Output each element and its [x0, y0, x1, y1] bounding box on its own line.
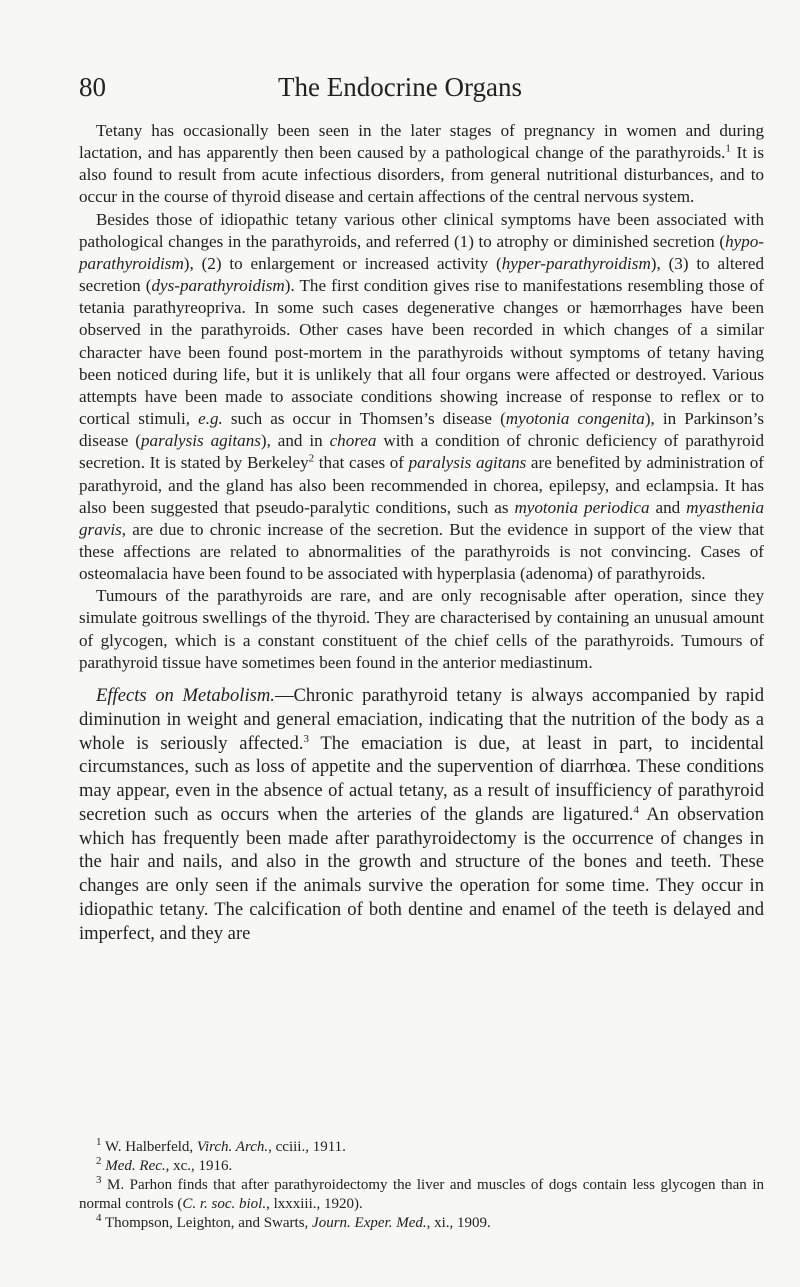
paragraph-effects-on-metabolism: Effects on Metabolism.—Chronic parathyroid tetany is always accompanied by rapid diminution in weight and general emaciation, indicating that the nutrition of the body as a whole is seriously affected.$^3$ The emaciation is due, at least in part, to incidental circumstances, such as loss of appetite and the supervention of diarrhœa. These conditions may appear, even in the absence of actual tetany, as a result of insufficiency of parathyroid secretion such as occurs when the arteries of the glands are ligatured.$^4$ An observation which has frequently been made after parathyroidectomy is the occurrence of changes in the hair and nails, and also in the growth and structure of the bones and teeth. These changes are only seen if the animals survive the operation for some time. They occur in idiopathic tetany. The calcification of both dentine and enamel of the teeth is delayed and imperfect, and they are	[79, 684, 764, 944]
running-title: The Endocrine Organs	[278, 72, 522, 102]
section-heading-metabolism: Effects on Metabolism.	[96, 684, 275, 706]
body-text	[79, 120, 764, 946]
footnote-ref-4: 4	[633, 803, 639, 816]
footnote-ref-1: 1	[725, 142, 731, 155]
paragraph-tetany-pregnancy: Tetany has occasionally been seen in the later stages of pregnancy in women and during lactation, and has apparently then been caused by a pathological change of the parathyroids.$^1$ It is also found to result from acute infectious disorders, from general nutritional disturbances, and to occur in the course of thyroid disease and certain affections of the central nervous system.	[79, 121, 765, 207]
footnote-2: $^2$ Med. Rec., xc., 1916.	[96, 1155, 233, 1174]
footnote-ref-3: 3	[303, 732, 309, 745]
footnote-ref-2: 2	[308, 452, 315, 465]
footnotes	[79, 1138, 764, 1233]
footnote-4: $^4$ Thompson, Leighton, and Swarts, Journ. Exper. Med., xi., 1909.	[96, 1212, 491, 1231]
footnote-3: $^3$ M. Parhon finds that after parathyroidectomy the liver and muscles of dogs contain less glycogen than in normal controls (C. r. soc. biol., lxxxiii., 1920).	[79, 1174, 764, 1212]
paragraph-tumours: Tumours of the parathyroids are rare, and are only recognisable after operation, since they simulate goitrous swellings of the thyroid. They are characterised by containing an unusual amount of glycogen, which is a constant constituent of the chief cells of the parathyroids. Tumours of parathyroid tissue have sometimes been found in the anterior mediastinum.	[79, 586, 764, 672]
page-number: 80	[79, 72, 106, 102]
page-header	[0, 72, 800, 112]
paragraph-clinical-symptoms: Besides those of idiopathic tetany various other clinical symptoms have been associated with pathological changes in the parathyroids, and referred (1) to atrophy or diminished secretion (hypo-parathyroidism), (2) to enlargement or increased activity (hyper-parathyroidism), (3) to altered secretion (dys-parathyroidism). The first condition gives rise to manifestations resembling those of tetania parathyreopriva. In some such cases degenerative changes or hæmorrhages have been observed in the parathyroids. Other cases have been recorded in which changes of a similar character have been found post-mortem in the parathyroids without symptoms of tetany having been noticed during life, but it is unlikely that all four organs were affected or destroyed. Various attempts have been made to associate conditions showing increase of response to reflex or to cortical stimuli, e.g. such as occur in Thomsen’s disease (myotonia congenita), in Parkinson’s disease (paralysis agitans), and in chorea with a condition of chronic deficiency of parathyroid secretion. It is stated by Berkeley$^2$ that cases of paralysis agitans are benefited by administration of parathyroid, and the gland has also been recommended in chorea, epilepsy, and eclampsia. It has also been suggested that pseudo-paralytic conditions, such as myotonia periodica and myasthenia gravis, are due to chronic increase of the secretion. But the evidence in support of the view that these affections are related to abnormalities of the parathyroids is not convincing. Cases of osteomalacia have been found to be associated with hyperplasia (adenoma) of parathyroids.	[79, 209, 764, 584]
footnote-1: $^1$ W. Halberfeld, Virch. Arch., cciii., 1911.	[96, 1136, 346, 1155]
